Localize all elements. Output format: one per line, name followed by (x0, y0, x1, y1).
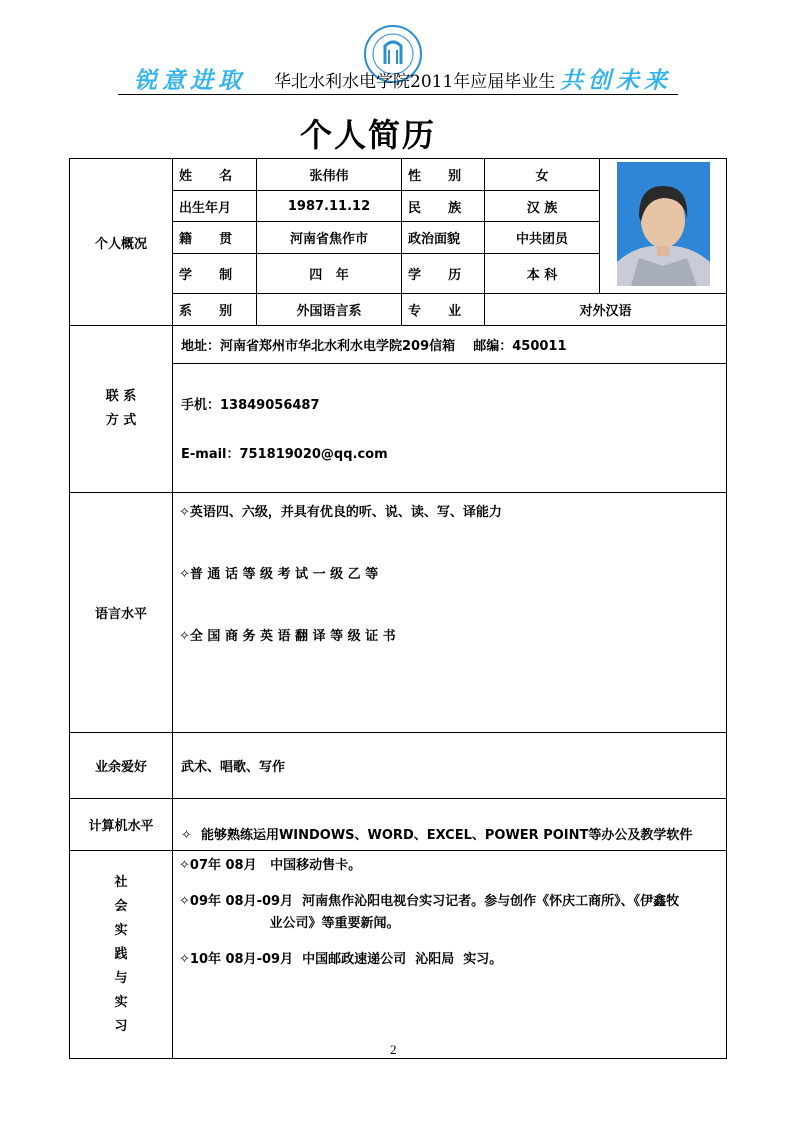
practice-item-continued: 业公司》等重要新闻。 (179, 916, 400, 931)
contact-phone-email (173, 364, 727, 493)
contact-address: 地址：河南省郑州市华北水利水电学院209信箱 邮编：450011 (173, 326, 727, 364)
name-label: 姓 名 (173, 159, 257, 191)
computer-skills: ✧ 能够熟练运用WINDOWS、WORD、EXCEL、POWER POINT等办公及教学软件 (173, 799, 727, 851)
photo-cell (600, 159, 727, 294)
contact-email: E-mail：751819020@qq.com (181, 447, 388, 462)
section-label-contact: 联 系 方 式 (70, 326, 173, 493)
degree-value: 本 科 (485, 254, 600, 294)
practice-label-char: 与 (114, 970, 128, 986)
section-label-computer: 计算机水平 (70, 799, 173, 851)
resume-table (69, 158, 727, 1059)
hobbies-value: 武术、唱歌、写作 (173, 733, 727, 799)
practice-item: ✧09年 08月-09月 河南焦作沁阳电视台实习记者。参与创作《怀庆工商所》、《伊鑫牧 (179, 894, 680, 909)
political-value: 中共团员 (485, 222, 600, 254)
major-label: 专 业 (402, 294, 485, 326)
ethnicity-value: 汉 族 (485, 191, 600, 222)
birth-label: 出生年月 (173, 191, 257, 222)
language-item: ✧全 国 商 务 英 语 翻 译 等 级 证 书 (179, 629, 396, 644)
political-label: 政治面貌 (402, 222, 485, 254)
section-label-hobbies: 业余爱好 (70, 733, 173, 799)
gender-label: 性 别 (402, 159, 485, 191)
language-item: ✧英语四、六级，并具有优良的听、说、读、写、译能力 (179, 505, 502, 520)
language-item: ✧普 通 话 等 级 考 试 一 级 乙 等 (179, 567, 379, 582)
practice-list (173, 851, 727, 1059)
practice-label-char: 实 (114, 994, 128, 1010)
section-label-personal: 个人概况 (70, 159, 173, 326)
gender-value: 女 (485, 159, 600, 191)
practice-label-char: 实 (114, 922, 128, 938)
practice-label-char: 践 (114, 946, 128, 962)
schooling-label: 学 制 (173, 254, 257, 294)
practice-label-char: 社 (114, 874, 128, 890)
practice-label-char: 习 (114, 1018, 128, 1034)
spacer (179, 877, 720, 891)
degree-label: 学 历 (402, 254, 485, 294)
header-divider (118, 94, 678, 95)
department-value: 外国语言系 (257, 294, 402, 326)
origin-value: 河南省焦作市 (257, 222, 402, 254)
section-label-practice (70, 851, 173, 1059)
page-title: 个人简历 (300, 116, 437, 154)
contact-phone: 手机：13849056487 (181, 398, 320, 413)
section-label-language: 语言水平 (70, 493, 173, 733)
practice-item: ✧10年 08月-09月 中国邮政速递公司 沁阳局 实习。 (179, 952, 503, 967)
slogan-left: 锐意进取 (134, 67, 246, 94)
page-number: 2 (390, 1042, 397, 1057)
department-label: 系 别 (173, 294, 257, 326)
origin-label: 籍 贯 (173, 222, 257, 254)
practice-label-char: 会 (114, 898, 128, 914)
ethnicity-label: 民 族 (402, 191, 485, 222)
schooling-value: 四 年 (257, 254, 402, 294)
slogan-right: 共创未来 (560, 67, 672, 94)
school-header-line: 华北水利水电学院2011年应届毕业生 (274, 72, 556, 92)
major-value: 对外汉语 (485, 294, 727, 326)
profile-photo (617, 162, 710, 286)
spacer (179, 935, 720, 949)
language-list (173, 493, 727, 733)
name-value: 张伟伟 (257, 159, 402, 191)
practice-item: ✧07年 08月 中国移动售卡。 (179, 858, 362, 873)
birth-value: 1987.11.12 (257, 191, 402, 222)
